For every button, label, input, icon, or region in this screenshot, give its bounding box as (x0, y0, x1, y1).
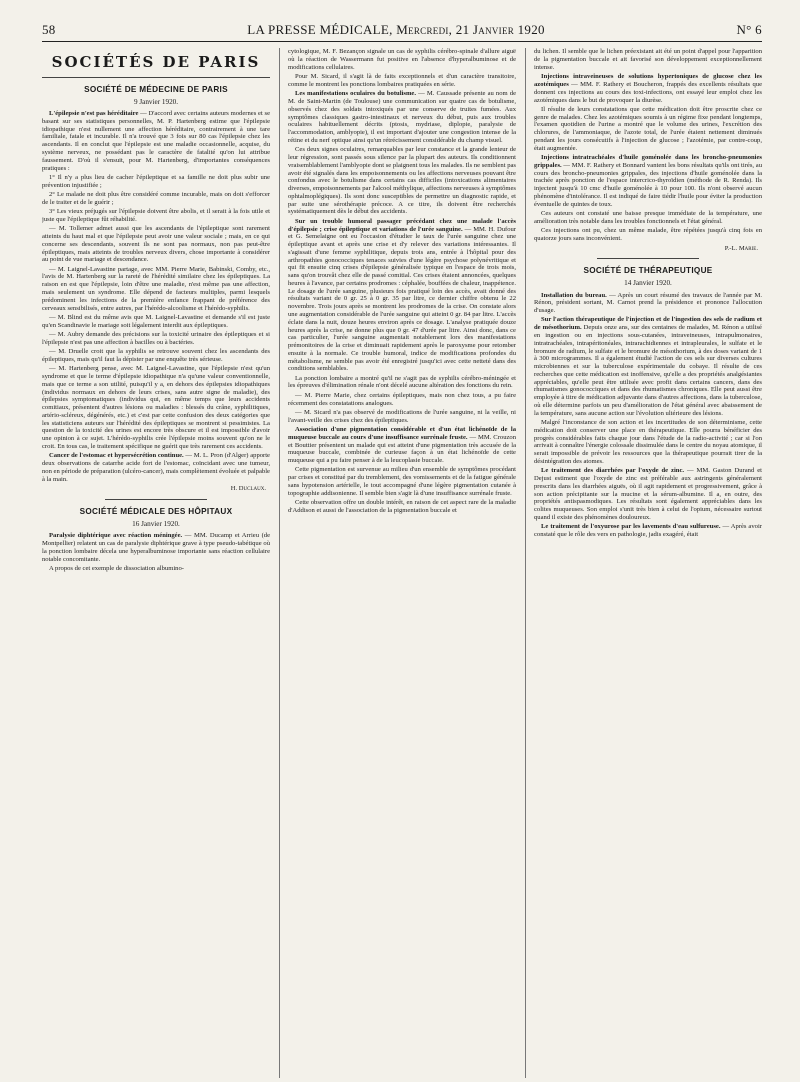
article-paragraph (288, 218, 516, 373)
paragraph: — M. Aubry demande des précisions sur la toxicité urinaire des épileptiques et si l'épilepsie n'est pas une affection à bacilles ou à bactéries. (42, 331, 270, 346)
article-paragraph (534, 467, 762, 521)
article-title: Association d'une pigmentation considérable et d'un état lichénoïde de la muqueuse buccale au cours d'une insuffisance surrénale fruste. (288, 426, 516, 441)
paragraph: Ces injections ont pu, chez un même malade, être répétées jusqu'à cinq fois en quatorze jours sans inconvénient. (534, 227, 762, 242)
article-title: Installation du bureau. (541, 291, 607, 299)
paragraph: Cette pigmentation est survenue au milieu d'un ensemble de symptômes procédant par crises et constitué par du tremblement, des vomissements et de la fatigue générale sans hypotension artérielle, le tout accompagné d'une légère pigmentation cutanée à topographie addisonienne. Il semble bien s'agir là d'une insuffisance surrénale fruste. (288, 466, 516, 497)
article-title: Les manifestations oculaires du botulisme. (295, 90, 417, 98)
article-text: — MM. Ducamp et Arrieu (de Montpellier) relatent un cas de paralysie diphtérique grave à type pseudo-tabétique où la ponction lombaire décela une hyperalbuminose importante sans réaction cellulaire notable concomitante. (42, 532, 270, 563)
columns (42, 48, 762, 1078)
article-paragraph (288, 426, 516, 465)
article-text: — Après avoir constaté que le rôle des vers en pathologie, jadis exagéré, était (534, 523, 762, 538)
article-text: Depuis onze ans, sur des centaines de malades, M. Rénon a utilisé en ingestion ou en injections sous-cutanées, intraveineuses, intrapulmonaires, intratrachéales, intrapéritonéales, intrarachidiennes et intrapleurales, le sulfate et le bromure de radium, le sulfate et le bromure de mésothorium, à des doses variant de 1 à 300 microgrammes. Il a également étudié l'action de ces sels sur diverses cultures microbiennes et sur la tuberculose expérimentale du cobaye. Il résulte de ces recherches que cette médication est inoffensive, qu'elle a des propriétés analgésiantes appréciables, qu'elle peut être utilisée avec profit dans certains cancers, dans des rhumatismes gonococciques et dans des rhumatismes chroniques. Elle peut aussi être employée à titre de médication adjuvante dans d'autres affections, dans la tuberculose, où elle détermine parfois un peu d'amélioration de l'état général avec abaissement de la température, sans aucune action sur l'évolution ultérieure des lésions. (534, 324, 762, 417)
article-paragraph (42, 532, 270, 563)
paragraph: — M. Sicard n'a pas observé de modifications de l'urée sanguine, ni la veille, ni l'avant-veille des crises chez des épileptiques. (288, 408, 516, 424)
paragraph: — M. Druelle croit que la syphilis se retrouve souvent chez les ascendants des épileptiques, mais qu'il faut la dépister par une enquête très sérieuse. (42, 348, 270, 363)
section-masthead: SOCIÉTÉS DE PARIS (42, 54, 270, 78)
article-paragraph (534, 154, 762, 208)
paragraph: 2° Le malade ne doit plus être considéré comme incurable, mais on doit s'efforcer de le traiter et de le guérir ; (42, 191, 270, 206)
article-paragraph (534, 292, 762, 315)
paragraph: Ces auteurs ont constaté une baisse presque immédiate de la température, une amélioration très notable dans les troubles fonctionnels et l'état général. (534, 210, 762, 225)
article-paragraph (42, 452, 270, 483)
paragraph: A propos de cet exemple de dissociation albumino- (49, 564, 184, 572)
article-paragraph (534, 73, 762, 104)
article-title: Le traitement des diarrhées par l'oxyde de zinc. (541, 467, 685, 475)
article-title: Injections intratrachéales d'huile goménolée dans les broncho-pneumonies grippales. (534, 154, 762, 169)
paragraph: du lichen. Il semble que le lichen préexistant ait été un point d'appel pour l'apparition de la pigmentation buccale et ait favorisé son développement exceptionnellement intense. (534, 48, 762, 71)
column-2 (279, 48, 516, 1078)
running-title: LA PRESSE MÉDICALE, Mercredi, 21 Janvier 1920 (247, 22, 545, 37)
paragraph: — M. Tollemer admet aussi que les ascendants de l'épileptique sont rarement atteints du haut mal et que l'épilepsie peut avoir une valeur sociale ; mais, en ce qui concerne ses descendants, souvent ils ne sont pas normaux, non pas peut-être épileptiques, mais atteints de troubles nerveux divers, chose importante à considérer au point de vue mariage et descendance. (42, 225, 270, 264)
article-text: — MM. Gaston Durand et Dejust estiment que l'oxyde de zinc est préférable aux astringents généralement prescrits dans les diarrhées aiguës, où il agit rapidement et progressivement, grâce à son action précipitante sur la mucine et la sérum-albumine. Il a, en outre, des propriétés antispasmodiques. Les résultats sont également appréciables dans les colites muqueuses. Son emploi s'unit très bien à celui de l'opium, nécessaire surtout quand il existe des phénomènes douloureux. (534, 467, 762, 521)
paragraph: — M. Pierre Marie, chez certains épileptiques, mais non chez tous, a pu faire récemment des constatations analogues. (288, 391, 516, 407)
society-heading: SOCIÉTÉ DE THÉRAPEUTIQUE (583, 266, 713, 276)
article-text: — MM. H. Dufour et G. Semelaigne ont eu l'occasion d'étudier le taux de l'urée sanguine chez une épileptique avant et après une crise et d'y relever des variations intéressantes. Il s'agissait d'une femme syphilitique, depuis trois ans, entrée à l'hôpital pour des arthropathies gonococciques tenaces suivies d'une légère psychose polynévritique et qui fit ensuite cinq crises d'épilepsie généralisée typique en l'espace de trois mois, sans qu'on trouvât chez elle de passé comitial. Ces crises étaient annoncées, quelques heures à l'avance, par certains prodromes : céphalée, bouffées de chaleur, inappétence. Le dosage de l'urée sanguine, plusieurs fois pratiqué loin des accès, avait donné des résultats variant de 0 gr. 25 à 0 gr. 35 par litre, ce dernier chiffre obtenu le 22 novembre. Trois jours après se montrent les prodromes de la crise. On constate alors une augmentation considérable de l'urée sanguine qui atteint 0 gr. 84 par litre. L'accès éclate dans la nuit, douze heures environ après ce dosage. L'analyse pratiquée douze heures après la crise, ne donne plus que 0 gr. 47 d'urée par litre. Ainsi donc, dans ce cas particulier, l'urée sanguine augmentait notablement lors des manifestations prémonitoires de la crise et diminuait rapidement après le paroxysme pour retomber ensuite à la normale. Ce trouble humoral, indice de modifications profondes du métabolisme, ne semble pas avoir été enregistré jusqu'ici avec cette netteté dans des conditions semblables. (288, 225, 516, 373)
paragraph: Pour M. Sicard, il s'agit là de faits exceptionnels et d'un caractère transitoire, comme le montrent les ponctions lombaires pratiquées en série. (288, 73, 516, 88)
issue-number: N° 6 (736, 22, 762, 37)
column-3 (525, 48, 762, 1078)
article-paragraph (42, 110, 270, 172)
article-text: — MM. F. Rathery et Bonnard vantent les bons résultats qu'ils ont tirés, au cours des broncho-pneumonies grippales, des injections d'huile goménolée dans la trachée après ponction de l'espace intercrico-thyroïdien (méthode de R. Renda). Ils injectent jusqu'à 10 cmc d'huile goménolée à 10 pour 100. Ils n'ont observé aucun phénomène d'intolérance. Il est indiqué de faire tiédir l'huile pour éviter la production éventuelle de quintes de toux. (534, 161, 762, 208)
article-text: — Après un court résumé des travaux de l'année par M. Rénon, président sortant, M. Carnot prend la présidence et prononce l'allocution d'usage. (534, 291, 762, 315)
signature: P.-L. Marie. (724, 244, 758, 252)
article-title: Sur un trouble humoral passager précédant chez une malade l'accès d'épilepsie ; crise épileptique et variations de l'urée sanguine. (288, 217, 516, 233)
article-text: — D'accord avec certains auteurs modernes et se basant sur ses statistiques personnelles, M. P. Hartenberg estime que l'épilepsie idiopathique n'est nullement une affection héréditaire, contrairement à une tare familiale, fatale et incurable. Il n'a trouvé que 3 fois sur 80 cas l'épilepsie chez les ascendants. Il en conclut que l'épilepsie est une maladie occasionnelle, acquise, du système nerveux, ne possédant pas le caractère de fatalité qu'on lui attribue faussement. D'où il s'ensuit, pour M. Hartenberg, d'importantes conséquences pratiques : (42, 110, 271, 172)
page-number: 58 (42, 22, 56, 37)
article-title: Cancer de l'estomac et hypersécrétion continue. (49, 452, 184, 460)
article-paragraph (534, 523, 762, 539)
article-title: L'épilepsie n'est pas héréditaire (49, 110, 139, 118)
paragraph: cytologique, M. F. Bezançon signale un cas de syphilis cérébro-spinale d'allure aiguë où la réaction de Wassermann fut positive en l'absence d'hyperalbuminose et de modifications cellulaires. (288, 48, 516, 71)
article-paragraph (288, 90, 516, 144)
paragraph: La ponction lombaire a montré qu'il ne s'agit pas de syphilis cérébro-méningée et les épreuves d'élimination rénale n'ont décelé aucune altération des fonctions du rein. (288, 374, 516, 390)
article-title: Le traitement de l'oxyurose par les lavements d'eau sulfureuse. (541, 523, 721, 531)
running-header (42, 22, 762, 42)
paragraph: — M. Laignel-Lavastine partage, avec MM. Pierre Marie, Babinski, Comby, etc., l'avis de M. Hartenberg sur la rareté de l'hérédité similaire chez les épileptiques. La raison en est que l'épilepsie, loin d'être une maladie, n'est même pas une affection, mais seulement un syndrome. Elle dépend de facteurs multiples, parmi lesquels prédominent les infections de la première enfance frappant de préférence des cerveaux sensibilisés, entre autres, par l'hérédo-alcoolisme et l'hérédo-syphilis. (42, 265, 270, 312)
session-date: 16 Janvier 1920. (132, 519, 180, 528)
divider (105, 499, 208, 500)
society-heading: SOCIÉTÉ MÉDICALE DES HÔPITAUX (79, 507, 233, 517)
article-title: Injections intraveineuses de solutions hypertoniques de glucose chez les azotémiques (534, 73, 762, 88)
article-text: — MM. Crouzon et Bouttier présentent un malade qui est atteint d'une pigmentation très accusée de la muqueuse buccale, combinée de curieuse façon à un état lichénoïde de cette muqueuse qui a pu faire penser à de la leucoplasie buccale. (288, 433, 517, 465)
signature: H. Duclaux. (230, 485, 266, 493)
session-date: 9 Janvier 1920. (133, 97, 179, 106)
paragraph: 3° Les vieux préjugés sur l'épilepsie doivent être abolis, et il serait à la fois utile et juste que l'épileptique fût réhabilité. (42, 208, 270, 223)
society-heading: SOCIÉTÉ DE MÉDECINE DE PARIS (84, 85, 228, 95)
paragraph: Ces deux signes oculaires, remarquables par leur constance et la grande lenteur de leur régression, sont passés sous silence par la plupart des auteurs. Ils conditionnent vraisemblablement l'amblyopie dont se plaignent tous les malades. Ils ne semblent pas avoir été signalés dans les empoisonnements ou les affections nerveuses pouvant être confondus avec le botulisme dans certains cas difficiles (intoxications alimentaires diverses, empoisonnements par l'alcool méthylique, affections nerveuses à symptômes ophtalmoplégiques). Ils sont donc susceptibles de permettre un diagnostic rapide, et par suite une sérothérapie précoce. A ce titre, ils doivent être recherchés systématiquement dès le début des accidents. (288, 146, 516, 216)
article-paragraph (534, 316, 762, 417)
article-text: — MM. F. Rathery et Boucheron, frappés des excellents résultats que donnent ces injections au cours des toxi-infections, ont essayé leur emploi chez les azotémiques dans le but de provoquer la diurèse. (534, 80, 762, 104)
article-title: Sur l'action thérapeutique de l'injection et de l'ingestion des sels de radium et de mésothorium. (534, 316, 762, 332)
article-text: — M. L. Pron (d'Alger) apporte deux observations de catarrhe acide fort de l'estomac, coïncidant avec une tumeur, non en période de préparation (ulcéro-cancer), mais complètement évoluée et palpable à la main. (42, 452, 270, 483)
column-1 (42, 48, 270, 1078)
paragraph: Malgré l'inconstance de son action et les incertitudes de son déterminisme, cette médication doit conserver une place en thérapeutique. Elle pourra bénéficier des progrès considérables faits chaque jour dans l'étude de la radio-activité ; car si l'on arrivait à connaître l'énergie colossale dissimulée dans le centre du noyau atomique, il serait impossible de prévoir les ressources que la thérapeutique pourrait tirer de la désintégration des atomes. (534, 419, 762, 465)
divider (597, 258, 700, 259)
session-date: 14 Janvier 1920. (624, 279, 672, 288)
paragraph: — M. Blind est du même avis que M. Laignel-Lavastine et demande s'il est juste qu'en Scandinavie le mariage soit légalement interdit aux épileptiques. (42, 313, 270, 329)
paragraph: Il résulte de leurs constatations que cette médication doit être proscrite chez ce genre de malades. Chez les azotémiques soumis à un régime fixe pendant longtemps, l'examen quotidien de l'urine a montré que le volume des urines, l'excrétion des chlorures, de l'ammoniaque, de l'azote total, de l'urée étaient nettement diminués pendant les jours consécutifs à l'injection de glucose ; l'azotémie, par contre-coup, était augmentée. (534, 105, 762, 152)
paragraph: 1° Il n'y a plus lieu de cacher l'épileptique et sa famille ne doit plus subir une prévention injustifiée ; (42, 173, 270, 189)
paragraph: Cette observation offre un double intérêt, en raison de cet aspect rare de la maladie d'Addison et aussi de l'association de la pigmentation buccale et (288, 499, 516, 514)
article-title: Paralysie diphtérique avec réaction méningée. (49, 532, 183, 540)
paragraph: — M. Hartenberg pense, avec M. Laignel-Lavastine, que l'épilepsie n'est qu'un syndrome et que le terme d'épilepsie idiopathique n'a qu'une valeur conventionnelle, mais que ce terme a son utilité, puisqu'il y a, en dehors des épilepsies idiopathiques (individus normaux en dehors de leurs crises, sans autre signe de maladie), des épilepsies symptomatiques (individus qui, en même temps que leurs accidents comitiaux, présentent d'autres lésions ou maladies : blessés du crâne, syphilitiques, artério-scléreux, dégénérés, etc.) et c'est par cette confusion des deux catégories que les statisticiens auteurs sur l'hérédité des épileptiques se montrent si pessimistes. La question de la toxicité des urines est encore très obscure et il est impossible d'avoir une opinion à ce sujet. L'hérédo-syphilis crée l'épilepsie moins souvent qu'on ne le croit. En tous cas, le traitement spécifique ne guérit que très rarement ces accidents. (42, 365, 270, 450)
article-text: — M. Caussade présente au nom de M. de Saint-Martin (de Toulouse) une communication sur quatre cas de botulisme, observés chez des soldats intoxiqués par une conserve de truites fumées. Aux symptômes classiques gastro-intestinaux et nerveux du début, puis aux troubles oculaires habituellement décrits (ptosis, mydriase, diplopie, paralysie de l'accommodation, amblyopie), il est important d'ajouter une congestion intense de la rétine et du nerf optique ainsi qu'un rétrécissement considérable du champ visuel. (288, 90, 517, 144)
